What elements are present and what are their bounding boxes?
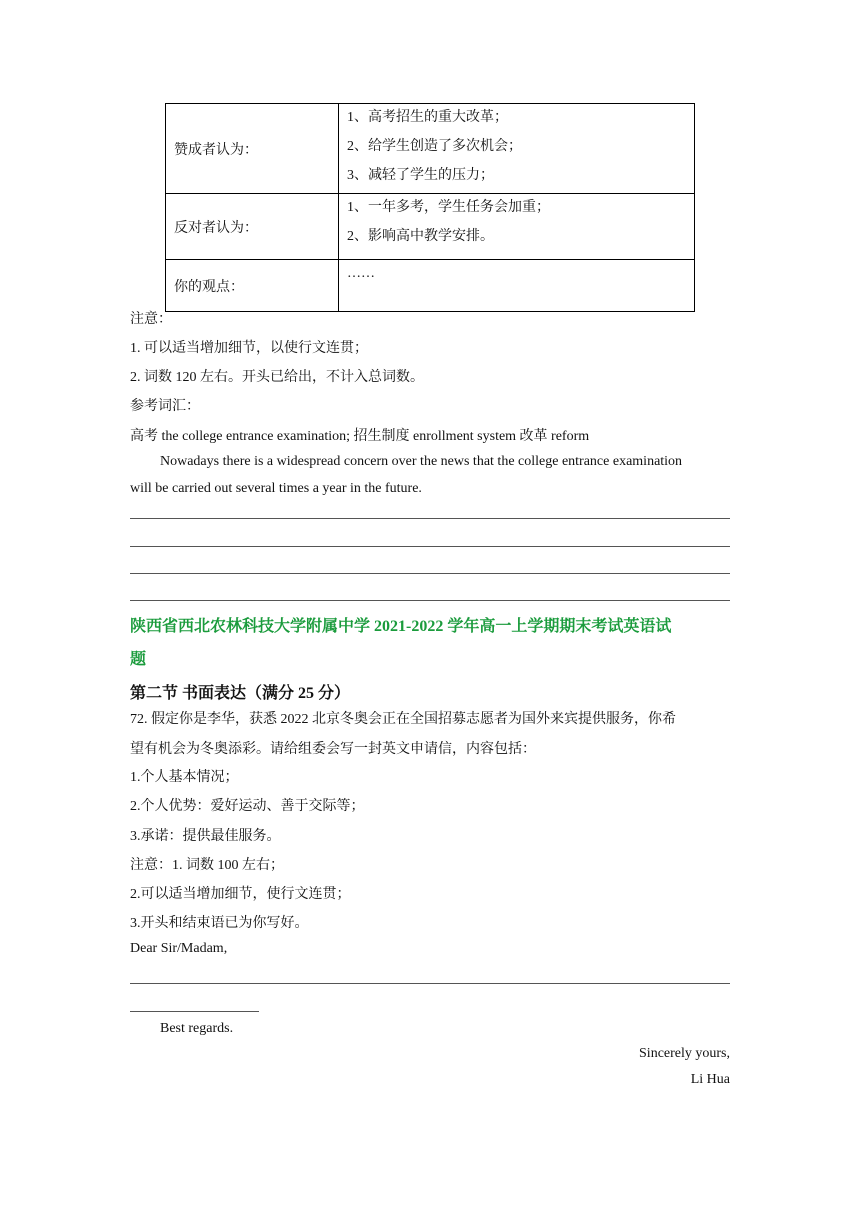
writing-line-1: [130, 518, 730, 519]
school-title-line-2: 题: [130, 651, 147, 668]
section-heading: 第二节 书面表达（满分 25 分）: [130, 685, 351, 702]
section2-note-3: 3.开头和结束语已为你写好。: [130, 916, 309, 931]
section2-note-1: 注意：1. 词数 100 左右；: [130, 858, 284, 873]
notes-title: 注意：: [130, 312, 172, 327]
supporters-label: 赞成者认为：: [166, 104, 339, 194]
signature: Li Hua: [690, 1072, 730, 1087]
note-item-2: 2. 词数 120 左右。开头已给出，不计入总词数。: [130, 370, 424, 385]
opening-line-2: will be carried out several times a year in the future.: [130, 481, 422, 496]
vocab-line: 高考 the college entrance examination; 招生制度 enrollment system 改革 reform: [130, 429, 590, 444]
writing-line-2: [130, 546, 730, 547]
supporter-point-1: 1、高考招生的重大改革；: [347, 110, 508, 125]
salutation: Dear Sir/Madam,: [130, 941, 228, 956]
content-item-3: 3.承诺：提供最佳服务。: [130, 829, 281, 844]
opinions-table: [165, 103, 695, 312]
content-item-2: 2.个人优势：爱好运动、善于交际等；: [130, 799, 365, 814]
note-item-1: 1. 可以适当增加细节，以使行文连贯；: [130, 341, 368, 356]
prompt-line-2: 望有机会为冬奥添彩。请给组委会写一封英文申请信，内容包括：: [130, 742, 536, 757]
opponents-label: 反对者认为：: [166, 194, 339, 260]
writing-line-3: [130, 573, 730, 574]
vocab-title: 参考词汇：: [130, 399, 200, 414]
table-row-your-view: [166, 260, 695, 312]
closing-line: Best regards.: [160, 1021, 234, 1036]
table-row-supporters: [166, 104, 695, 194]
section2-note-2: 2.可以适当增加细节，使行文连贯；: [130, 887, 351, 902]
supporters-points: [339, 104, 695, 194]
letter-writing-line-1: [130, 983, 730, 984]
your-view-ellipsis: ……: [347, 266, 375, 281]
sign-off: Sincerely yours,: [639, 1046, 730, 1061]
opponents-points: [339, 194, 695, 260]
writing-line-4: [130, 600, 730, 601]
supporter-point-3: 3、减轻了学生的压力；: [347, 168, 494, 183]
letter-writing-line-2: [130, 1011, 259, 1012]
school-title-line-1: 陕西省西北农林科技大学附属中学 2021-2022 学年高一上学期期末考试英语试: [130, 618, 672, 635]
your-view-points: [339, 260, 695, 312]
opening-line-1: Nowadays there is a widespread concern over the news that the college entrance examination: [160, 454, 683, 469]
content-item-1: 1.个人基本情况；: [130, 770, 239, 785]
opponent-point-2: 2、影响高中教学安排。: [347, 229, 494, 244]
opponent-point-1: 1、一年多考，学生任务会加重；: [347, 200, 550, 215]
supporter-point-2: 2、给学生创造了多次机会；: [347, 139, 522, 154]
prompt-line-1: 72. 假定你是李华，获悉 2022 北京冬奥会正在全国招募志愿者为国外来宾提供服务，你希: [130, 712, 676, 727]
your-view-label: 你的观点：: [166, 260, 339, 312]
table-row-opponents: [166, 194, 695, 260]
